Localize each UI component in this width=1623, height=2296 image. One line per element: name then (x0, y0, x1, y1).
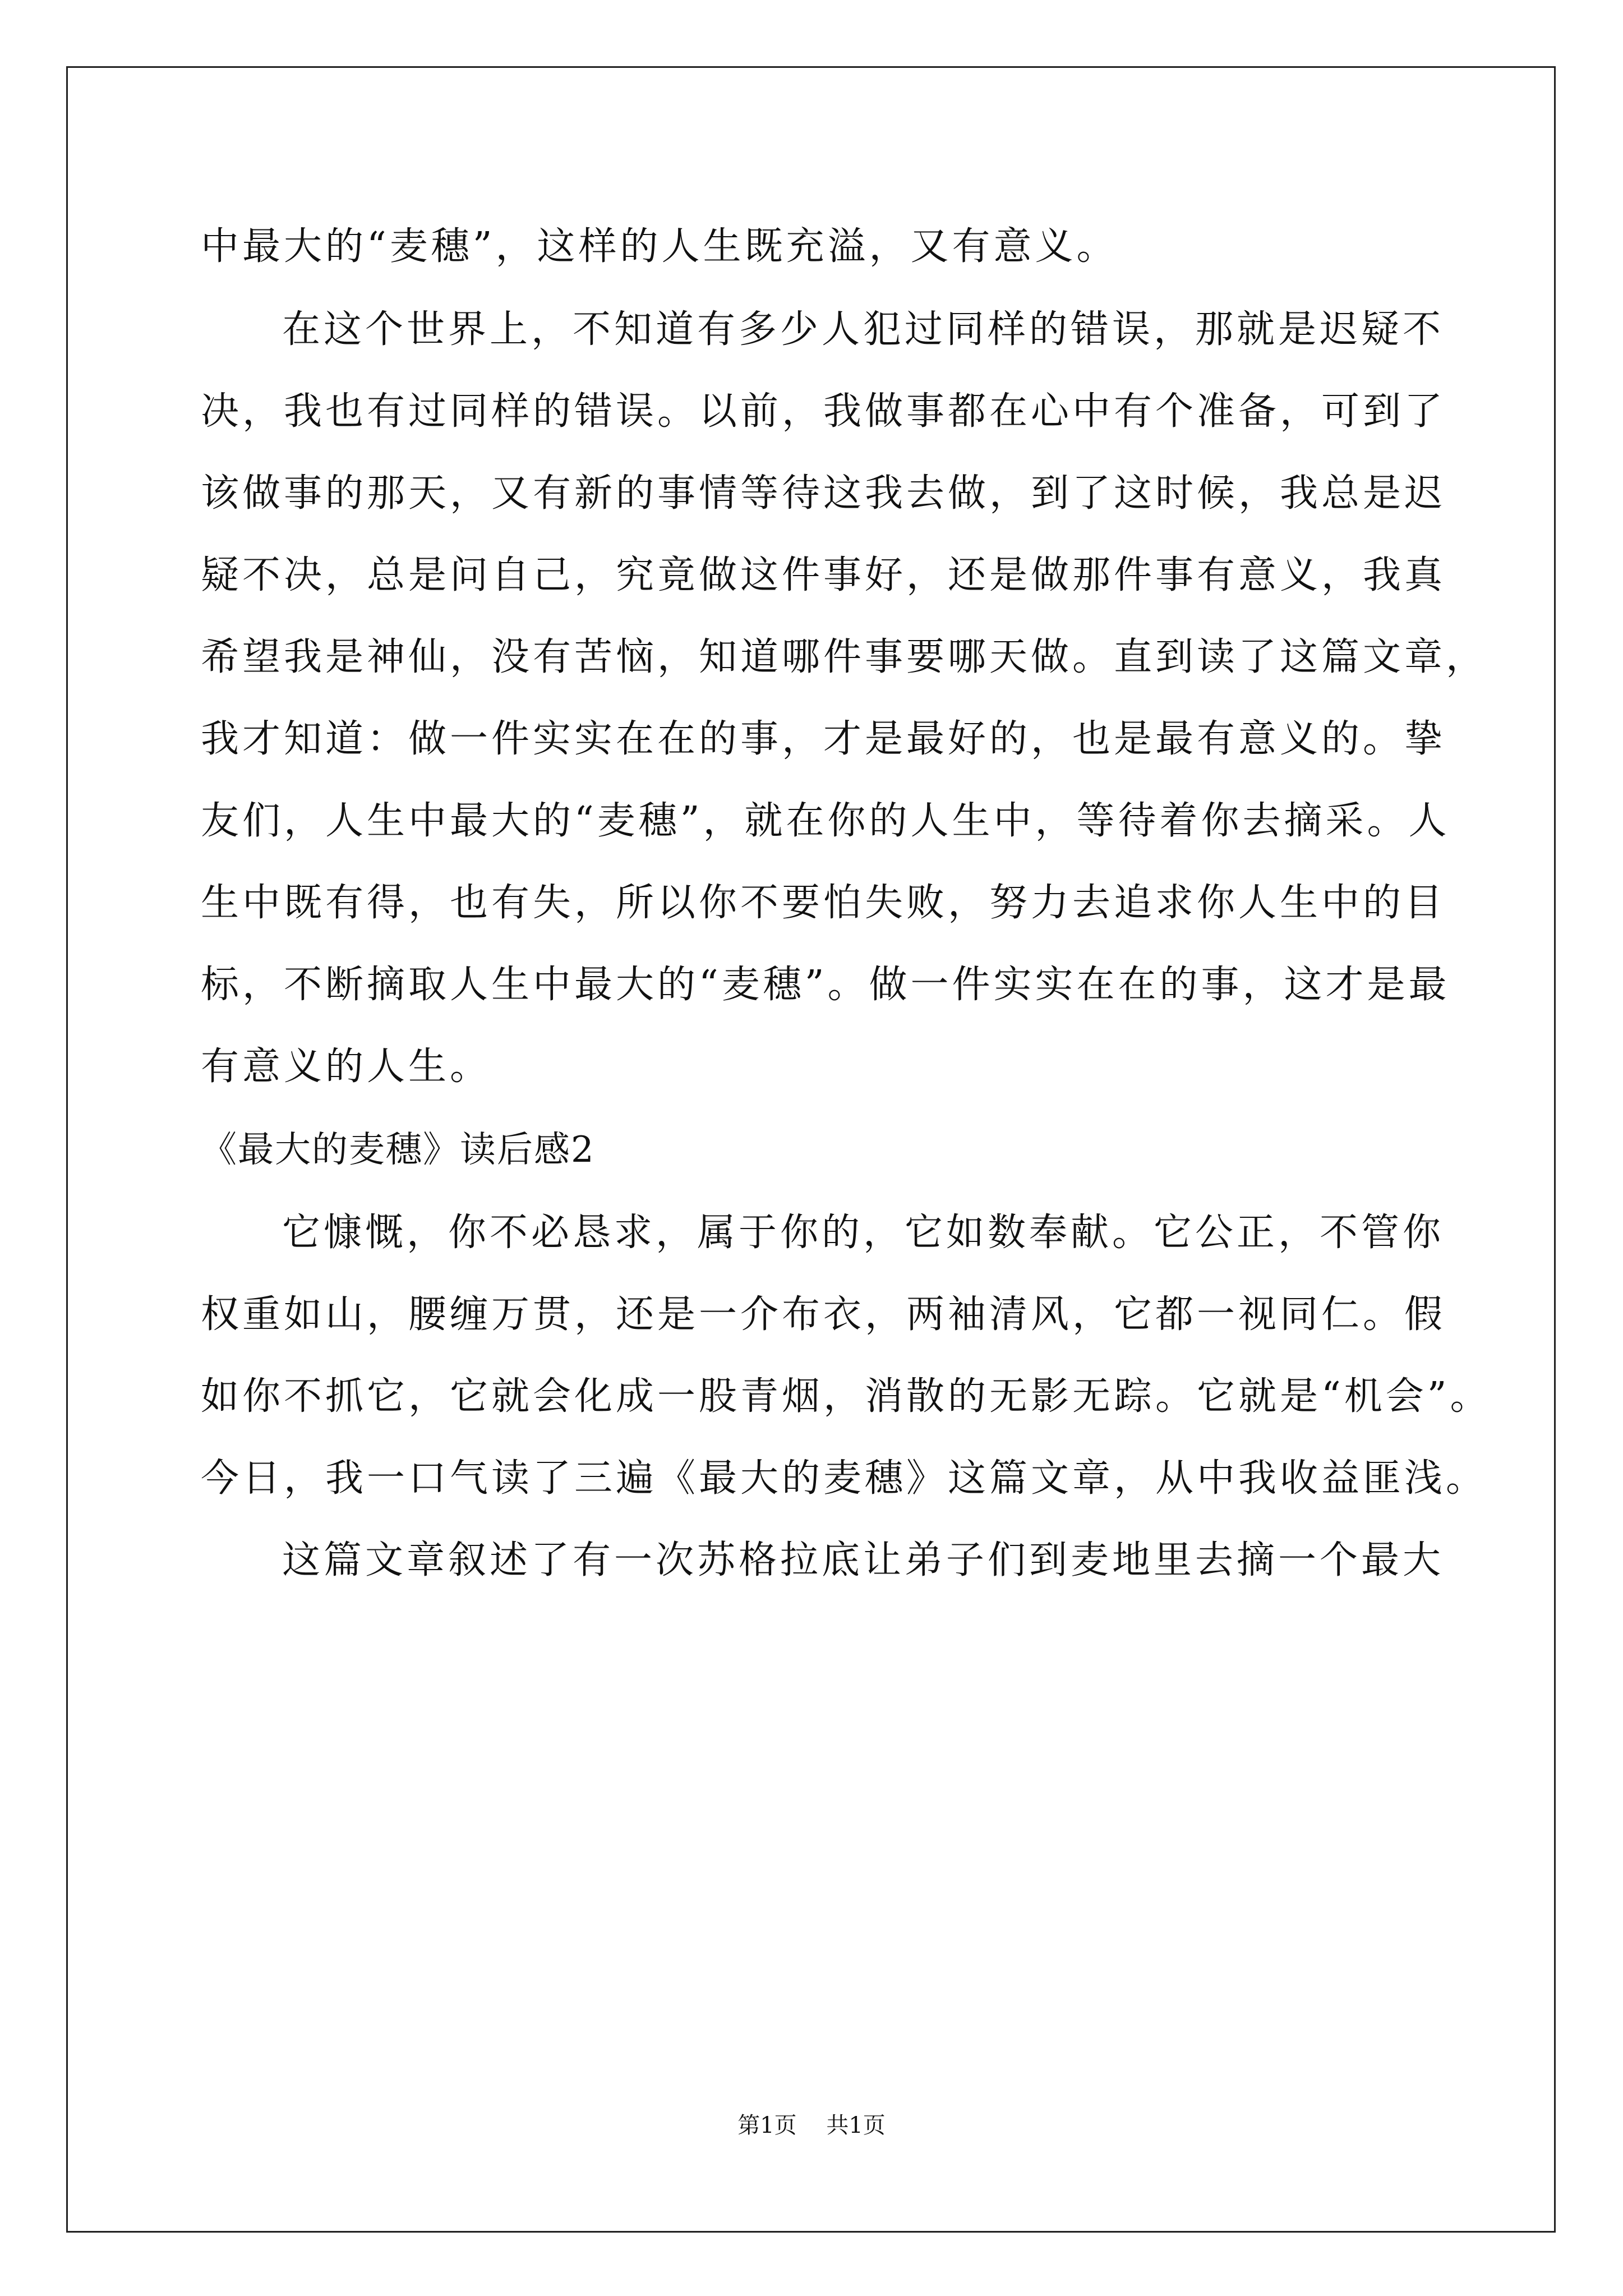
body-text-line: 在这个世界上，不知道有多少人犯过同样的错误，那就是迟疑不 (282, 307, 1445, 352)
body-text-line: 友们，人生中最大的“麦穗”，就在你的人生中，等待着你去摘采。人 (201, 799, 1450, 843)
page-number: 第1页 (737, 2113, 797, 2138)
body-text-line: 决，我也有过同样的错误。以前，我做事都在心中有个准备，可到了 (201, 389, 1446, 434)
body-text-line: 今日，我一口气读了三遍《最大的麦穗》这篇文章，从中我收益匪浅。 (201, 1456, 1488, 1501)
section-heading: 《最大的麦穗》读后感2 (201, 1129, 595, 1171)
body-text-line: 标，不断摘取人生中最大的“麦穗”。做一件实实在在的事，这才是最 (201, 963, 1450, 1007)
body-text-line: 中最大的“麦穗”，这样的人生既充溢，又有意义。 (201, 224, 1118, 269)
page-total: 共1页 (826, 2113, 886, 2138)
body-text-line: 有意义的人生。 (201, 1045, 492, 1089)
body-text-line: 疑不决，总是问自己，究竟做这件事好，还是做那件事有意义，我真 (201, 553, 1446, 597)
body-text-line: 我才知道：做一件实实在在的事，才是最好的，也是最有意义的。挚 (201, 717, 1446, 761)
body-text-line: 它慷慨，你不必恳求，属于你的，它如数奉献。它公正，不管你 (282, 1211, 1445, 1255)
body-text-line: 这篇文章叙述了有一次苏格拉底让弟子们到麦地里去摘一个最大 (282, 1538, 1445, 1582)
body-text-line: 权重如山，腰缠万贯，还是一介布衣，两袖清风，它都一视同仁。假 (201, 1292, 1446, 1337)
body-text-line: 如你不抓它，它就会化成一股青烟，消散的无影无踪。它就是“机会”。 (201, 1374, 1492, 1419)
body-text-line: 生中既有得，也有失，所以你不要怕失败，努力去追求你人生中的目 (201, 881, 1446, 925)
body-text-line: 希望我是神仙，没有苦恼，知道哪件事要哪天做。直到读了这篇文章， (201, 635, 1488, 679)
page-footer (0, 2111, 1623, 2139)
body-text-line: 该做事的那天，又有新的事情等待这我去做，到了这时候，我总是迟 (201, 471, 1446, 516)
